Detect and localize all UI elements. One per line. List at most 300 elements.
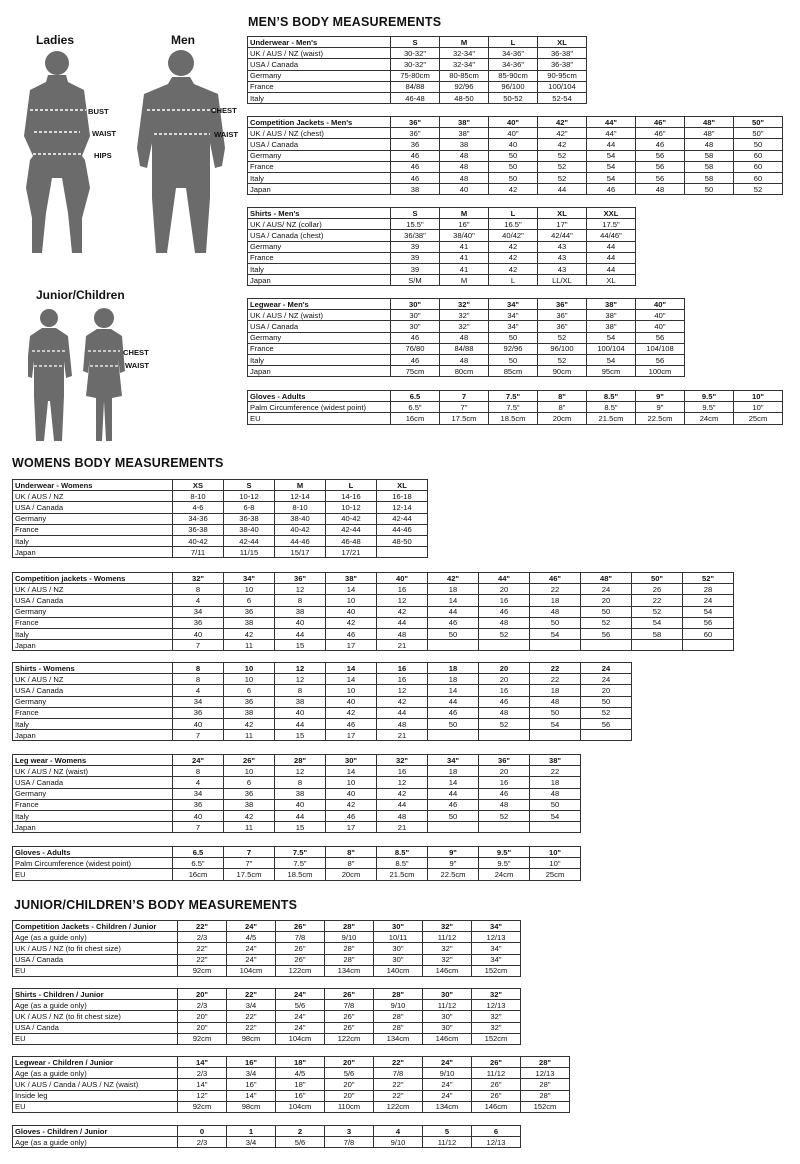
row-label-cell: Age (as a guide only) xyxy=(13,932,178,943)
table-row xyxy=(13,1090,570,1101)
size-cell: 14 xyxy=(326,674,377,685)
size-cell: 20" xyxy=(325,1057,374,1068)
size-cell: 4 xyxy=(173,685,224,696)
row-label-cell: USA / Canada xyxy=(13,954,178,965)
table-row xyxy=(13,535,428,546)
size-cell xyxy=(581,640,632,651)
row-label-cell: Germany xyxy=(248,70,391,81)
size-cell: 30-32" xyxy=(391,59,440,70)
table-header-row xyxy=(248,208,636,219)
row-label-cell: France xyxy=(13,617,173,628)
size-cell: 30" xyxy=(374,921,423,932)
size-cell: 17 xyxy=(326,730,377,741)
size-cell: 14 xyxy=(326,766,377,777)
row-label-cell: USA / Canada xyxy=(248,321,391,332)
size-cell: 54 xyxy=(587,150,636,161)
size-cell: 17" xyxy=(538,219,587,230)
size-cell: 15 xyxy=(275,640,326,651)
size-cell: 26" xyxy=(276,954,325,965)
size-cell: 28" xyxy=(374,1011,423,1022)
row-label-cell: Italy xyxy=(13,628,173,639)
table-row xyxy=(13,513,428,524)
size-cell: 8.5" xyxy=(377,858,428,869)
size-cell: 7 xyxy=(173,822,224,833)
size-cell: 9" xyxy=(636,391,685,402)
size-cell: 44 xyxy=(428,788,479,799)
size-cell: 8.5" xyxy=(587,391,636,402)
size-cell: 24 xyxy=(581,674,632,685)
junior-waist-mark: WAIST xyxy=(125,361,150,370)
row-label-cell: Germany xyxy=(248,150,391,161)
size-cell: 98cm xyxy=(227,1101,276,1112)
row-label-cell: UK / AUS / NZ (waist) xyxy=(13,766,173,777)
size-cell: 40 xyxy=(326,788,377,799)
size-cell: 104cm xyxy=(276,1033,325,1044)
size-cell: 48 xyxy=(479,617,530,628)
size-cell: 44 xyxy=(587,263,636,274)
size-cell: 4 xyxy=(173,595,224,606)
size-cell: 8 xyxy=(275,595,326,606)
size-cell: 52 xyxy=(632,606,683,617)
size-cell: 34" xyxy=(472,921,521,932)
size-cell: 14 xyxy=(428,777,479,788)
size-cell: 41 xyxy=(440,252,489,263)
size-cell: 34" xyxy=(472,954,521,965)
size-cell: 38 xyxy=(224,617,275,628)
size-cell: 28" xyxy=(325,954,374,965)
size-cell: 40 xyxy=(275,617,326,628)
size-cell: 40 xyxy=(173,628,224,639)
size-cell: 36 xyxy=(173,707,224,718)
size-cell: 92/96 xyxy=(440,81,489,92)
size-cell: 34 xyxy=(173,606,224,617)
size-cell: 12 xyxy=(275,674,326,685)
size-cell: 8.5" xyxy=(587,402,636,413)
size-cell: 43 xyxy=(538,252,587,263)
row-label-cell: Leg wear - Womens xyxy=(13,755,173,766)
size-cell: 20 xyxy=(479,663,530,674)
size-cell: 6.5 xyxy=(173,847,224,858)
size-cell: 41 xyxy=(440,241,489,252)
row-label-cell: Germany xyxy=(248,332,391,343)
size-cell: 36" xyxy=(538,299,587,310)
men-underwear-table xyxy=(247,36,587,104)
table-row xyxy=(248,252,636,263)
size-cell: 44-46 xyxy=(377,524,428,535)
row-label-cell: EU xyxy=(13,1101,178,1112)
size-cell: 92cm xyxy=(178,1033,227,1044)
row-label-cell: UK / AUS/ NZ (collar) xyxy=(248,219,391,230)
size-cell: 38" xyxy=(587,310,636,321)
size-cell: 50 xyxy=(489,161,538,172)
size-cell: 34" xyxy=(472,943,521,954)
size-cell: 32" xyxy=(472,1022,521,1033)
size-cell: 20 xyxy=(581,595,632,606)
size-cell: 46 xyxy=(428,707,479,718)
size-cell: 24" xyxy=(423,1057,472,1068)
size-cell: 11 xyxy=(224,822,275,833)
size-cell: 48" xyxy=(685,117,734,128)
size-cell xyxy=(683,640,734,651)
row-label-cell: Japan xyxy=(13,547,173,558)
men-label: Men xyxy=(171,33,195,47)
size-cell: 8-10 xyxy=(173,491,224,502)
size-cell: 50 xyxy=(530,617,581,628)
size-cell: 6 xyxy=(472,1126,521,1137)
size-cell: 5 xyxy=(423,1126,472,1137)
size-cell: 40" xyxy=(636,321,685,332)
size-cell: 36 xyxy=(173,799,224,810)
size-cell: 34-36" xyxy=(489,48,538,59)
size-cell: 30" xyxy=(423,1022,472,1033)
table-row xyxy=(248,354,685,365)
size-cell: 40-42 xyxy=(275,524,326,535)
size-cell: 92cm xyxy=(178,1101,227,1112)
size-cell: 12 xyxy=(275,766,326,777)
size-cell: 90cm xyxy=(538,366,587,377)
table-row xyxy=(13,810,581,821)
table-header-row xyxy=(13,989,521,1000)
size-cell: 36 xyxy=(224,788,275,799)
size-cell: 18 xyxy=(530,685,581,696)
size-cell: 50 xyxy=(428,810,479,821)
size-cell: 16-18 xyxy=(377,491,428,502)
size-cell: 48 xyxy=(440,332,489,343)
bust-mark: BUST xyxy=(88,107,109,116)
size-cell xyxy=(530,640,581,651)
size-cell: 16" xyxy=(227,1057,276,1068)
size-cell: M xyxy=(440,208,489,219)
table-row xyxy=(248,275,636,286)
size-cell: 20" xyxy=(178,1011,227,1022)
size-cell: 42 xyxy=(489,263,538,274)
size-cell: 34" xyxy=(489,321,538,332)
size-cell: 52 xyxy=(538,332,587,343)
size-cell xyxy=(479,730,530,741)
table-row xyxy=(248,139,783,150)
size-cell: 85-90cm xyxy=(489,70,538,81)
size-cell: 38 xyxy=(440,139,489,150)
table-row xyxy=(13,617,734,628)
size-cell: 28 xyxy=(683,584,734,595)
size-cell: 28" xyxy=(275,755,326,766)
row-label-cell: Japan xyxy=(13,730,173,741)
size-cell: 22" xyxy=(227,1022,276,1033)
size-cell: 39 xyxy=(391,263,440,274)
size-cell: 46 xyxy=(636,139,685,150)
size-cell xyxy=(479,640,530,651)
table-row xyxy=(248,310,685,321)
size-cell: 95cm xyxy=(587,366,636,377)
size-cell: 36" xyxy=(538,310,587,321)
size-cell: 44 xyxy=(275,628,326,639)
size-cell: 30" xyxy=(374,954,423,965)
size-cell: 60 xyxy=(734,161,783,172)
junior-gloves-table xyxy=(12,1125,521,1148)
row-label-cell: USA / Canada xyxy=(13,502,173,513)
size-cell: 12-14 xyxy=(377,502,428,513)
size-cell: 52 xyxy=(479,628,530,639)
size-cell: 9/10 xyxy=(374,1137,423,1148)
size-cell: 42 xyxy=(224,718,275,729)
table-row xyxy=(248,70,587,81)
size-cell: 38" xyxy=(587,299,636,310)
size-cell: 18 xyxy=(428,674,479,685)
ladies-label: Ladies xyxy=(36,33,75,47)
table-header-row xyxy=(13,1057,570,1068)
size-cell: 48 xyxy=(530,788,581,799)
size-cell: 16 xyxy=(377,766,428,777)
size-cell: 30" xyxy=(391,299,440,310)
table-row xyxy=(13,1033,521,1044)
size-cell: 18 xyxy=(530,777,581,788)
size-cell: 9.5" xyxy=(685,391,734,402)
size-cell: 44 xyxy=(538,184,587,195)
row-label-cell: USA / Canada xyxy=(13,685,173,696)
size-cell: 2/3 xyxy=(178,1000,227,1011)
size-cell: 12-14 xyxy=(275,491,326,502)
size-cell: 21.5cm xyxy=(587,413,636,424)
row-label-cell: EU xyxy=(248,413,391,424)
size-cell: 50 xyxy=(489,354,538,365)
size-cell: 48-50 xyxy=(440,92,489,103)
size-cell: 18" xyxy=(276,1079,325,1090)
size-cell: 43 xyxy=(538,263,587,274)
size-cell: 10 xyxy=(224,663,275,674)
row-label-cell: Shirts - Womens xyxy=(13,663,173,674)
table-row xyxy=(13,584,734,595)
size-cell: 104cm xyxy=(276,1101,325,1112)
size-cell: 32" xyxy=(173,573,224,584)
size-cell: 18 xyxy=(530,595,581,606)
ladies-waist-mark: WAIST xyxy=(92,129,117,138)
size-cell: 44 xyxy=(587,252,636,263)
table-row xyxy=(13,965,521,976)
size-cell: 46 xyxy=(479,788,530,799)
size-cell: 38 xyxy=(224,707,275,718)
size-cell: 38" xyxy=(440,128,489,139)
size-cell: 7/8 xyxy=(325,1000,374,1011)
size-cell: 146cm xyxy=(423,965,472,976)
table-row xyxy=(13,502,428,513)
size-cell: 7" xyxy=(440,402,489,413)
row-label-cell: Legwear - Men's xyxy=(248,299,391,310)
size-cell: 90-95cm xyxy=(538,70,587,81)
size-cell: 50" xyxy=(734,117,783,128)
size-cell xyxy=(530,730,581,741)
size-cell: 3/4 xyxy=(227,1000,276,1011)
row-label-cell: Competition Jackets - Men's xyxy=(248,117,391,128)
row-label-cell: Italy xyxy=(13,718,173,729)
size-cell: 16.5" xyxy=(489,219,538,230)
size-cell: 48" xyxy=(685,128,734,139)
size-cell: 26" xyxy=(325,1022,374,1033)
size-cell: 3/4 xyxy=(227,1068,276,1079)
size-cell: L xyxy=(489,208,538,219)
row-label-cell: UK / AUS / NZ (chest) xyxy=(248,128,391,139)
size-cell: M xyxy=(440,37,489,48)
row-label-cell: Competition jackets - Womens xyxy=(13,573,173,584)
table-row xyxy=(13,799,581,810)
size-cell: 5/6 xyxy=(325,1068,374,1079)
size-cell: 26" xyxy=(276,943,325,954)
size-cell: 10" xyxy=(530,847,581,858)
size-cell: 18 xyxy=(428,663,479,674)
size-cell: 11/12 xyxy=(423,1000,472,1011)
size-cell: 20" xyxy=(178,989,227,1000)
size-cell: 42/44" xyxy=(538,230,587,241)
size-cell: 50 xyxy=(581,696,632,707)
size-cell: 40" xyxy=(636,299,685,310)
size-cell: 32" xyxy=(423,921,472,932)
size-cell: 36" xyxy=(275,573,326,584)
table-row xyxy=(13,524,428,535)
size-cell: 32-34" xyxy=(440,48,489,59)
size-cell: 4-6 xyxy=(173,502,224,513)
size-cell: 98cm xyxy=(227,1033,276,1044)
size-cell: 42" xyxy=(538,128,587,139)
size-cell: 12/13 xyxy=(472,932,521,943)
table-row xyxy=(13,606,734,617)
size-cell: 10 xyxy=(326,685,377,696)
men-gloves-table xyxy=(247,390,783,425)
row-label-cell: France xyxy=(13,707,173,718)
size-cell: 42 xyxy=(326,799,377,810)
size-cell: LL/XL xyxy=(538,275,587,286)
size-cell: 46-48 xyxy=(391,92,440,103)
size-cell: 18.5cm xyxy=(275,869,326,880)
size-cell: 100cm xyxy=(636,366,685,377)
row-label-cell: Shirts - Children / Junior xyxy=(13,989,178,1000)
size-cell: 18 xyxy=(428,584,479,595)
row-label-cell: Japan xyxy=(248,275,391,286)
size-cell: 46 xyxy=(391,150,440,161)
size-cell xyxy=(632,640,683,651)
size-cell: XL xyxy=(538,37,587,48)
table-header-row xyxy=(248,299,685,310)
size-cell: 44 xyxy=(587,241,636,252)
size-cell: 50 xyxy=(530,707,581,718)
table-row xyxy=(248,230,636,241)
row-label-cell: Japan xyxy=(13,640,173,651)
size-cell: 134cm xyxy=(374,1033,423,1044)
table-row xyxy=(248,59,587,70)
table-row xyxy=(13,766,581,777)
table-row xyxy=(248,321,685,332)
row-label-cell: Germany xyxy=(248,241,391,252)
men-waist-mark: WAIST xyxy=(214,130,239,139)
table-row xyxy=(13,822,581,833)
size-cell: 24" xyxy=(276,989,325,1000)
size-cell: 56 xyxy=(636,172,685,183)
size-cell: 38" xyxy=(530,755,581,766)
row-label-cell: Gloves - Adults xyxy=(13,847,173,858)
size-cell: 36-38 xyxy=(173,524,224,535)
size-cell: 18.5cm xyxy=(489,413,538,424)
size-cell: 52 xyxy=(538,161,587,172)
size-cell: 20 xyxy=(479,766,530,777)
size-cell: 24 xyxy=(581,663,632,674)
size-cell: 134cm xyxy=(325,965,374,976)
size-cell: 44 xyxy=(428,696,479,707)
size-cell: 2/3 xyxy=(178,1137,227,1148)
size-cell: 48 xyxy=(479,707,530,718)
size-cell: 36" xyxy=(479,755,530,766)
size-cell: 8 xyxy=(173,663,224,674)
size-cell: 34 xyxy=(173,696,224,707)
size-cell: 10-12 xyxy=(326,502,377,513)
size-cell: 40 xyxy=(440,184,489,195)
size-cell: 50-52 xyxy=(489,92,538,103)
table-row xyxy=(13,628,734,639)
table-row xyxy=(13,491,428,502)
size-cell: 6-8 xyxy=(224,502,275,513)
size-cell xyxy=(377,547,428,558)
size-cell: 11 xyxy=(224,640,275,651)
size-cell xyxy=(428,640,479,651)
size-cell: 52 xyxy=(538,150,587,161)
size-cell: 7/8 xyxy=(276,932,325,943)
size-cell: 36-38" xyxy=(538,48,587,59)
size-cell: 6 xyxy=(224,595,275,606)
size-cell: 5/6 xyxy=(276,1137,325,1148)
size-cell: 30-32" xyxy=(391,48,440,59)
size-cell: 8" xyxy=(326,847,377,858)
size-cell: 7/11 xyxy=(173,547,224,558)
size-cell: 52 xyxy=(734,184,783,195)
size-cell: 92cm xyxy=(178,965,227,976)
hips-mark: HIPS xyxy=(94,151,112,160)
size-cell: 16 xyxy=(479,685,530,696)
size-cell: 7 xyxy=(173,640,224,651)
size-cell: 32" xyxy=(423,954,472,965)
size-cell: 12/13 xyxy=(472,1000,521,1011)
size-cell: 30" xyxy=(423,1011,472,1022)
size-cell: 28" xyxy=(521,1057,570,1068)
size-cell: 21 xyxy=(377,640,428,651)
row-label-cell: Gloves - Children / Junior xyxy=(13,1126,178,1137)
size-cell: 54 xyxy=(530,628,581,639)
size-cell: 18 xyxy=(428,766,479,777)
size-cell: 24" xyxy=(227,943,276,954)
size-cell: 48 xyxy=(377,718,428,729)
size-cell: 46" xyxy=(636,117,685,128)
men-jackets-table xyxy=(247,116,783,195)
table-row xyxy=(248,402,783,413)
size-cell: 8 xyxy=(173,674,224,685)
row-label-cell: Age (as a guide only) xyxy=(13,1137,178,1148)
size-cell: 54 xyxy=(587,332,636,343)
size-cell: 14" xyxy=(178,1057,227,1068)
size-cell: 24" xyxy=(423,1090,472,1101)
size-cell: 10" xyxy=(734,391,783,402)
row-label-cell: EU xyxy=(13,965,178,976)
size-cell: 21 xyxy=(377,730,428,741)
table-header-row xyxy=(13,755,581,766)
table-row xyxy=(248,172,783,183)
size-cell: 40" xyxy=(636,310,685,321)
size-cell: 40-42 xyxy=(326,513,377,524)
size-cell: 20" xyxy=(325,1090,374,1101)
size-cell: 9" xyxy=(636,402,685,413)
table-row xyxy=(248,219,636,230)
size-cell: 84/88 xyxy=(391,81,440,92)
size-cell: 30" xyxy=(326,755,377,766)
size-cell: 30" xyxy=(391,310,440,321)
table-header-row xyxy=(13,1126,521,1137)
size-cell: 9" xyxy=(428,858,479,869)
size-cell: 50 xyxy=(489,150,538,161)
